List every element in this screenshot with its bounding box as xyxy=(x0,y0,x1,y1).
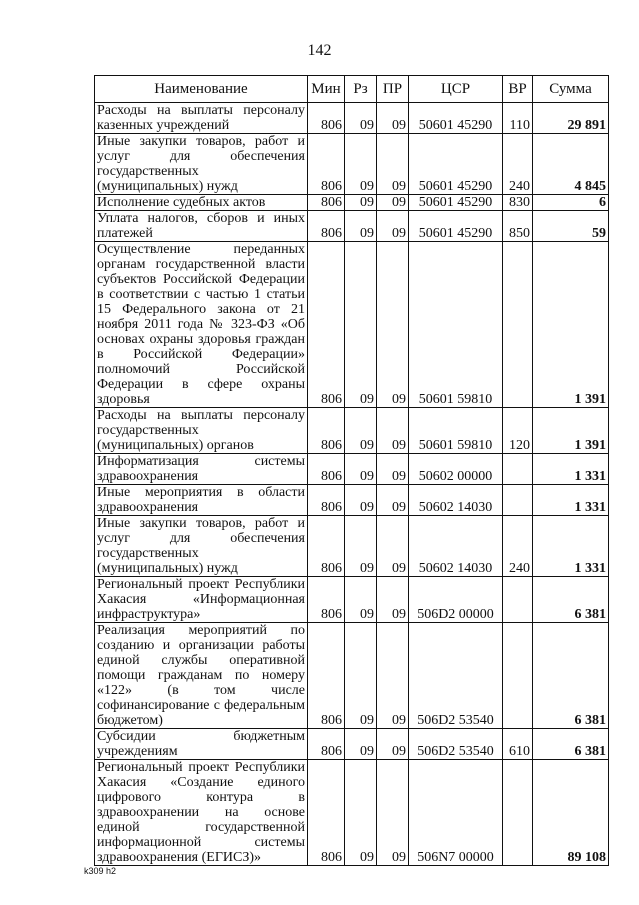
row-csr: 50601 45290 xyxy=(409,134,503,195)
row-pr: 09 xyxy=(377,516,409,577)
row-vr xyxy=(503,760,533,866)
row-name: Осуществление переданных органам государственной власти субъектов Российской Федерации в соответствии с частью 1 статьи 15 Федерального закона от 21 ноября 2011 года № 323-ФЗ «Об основах охраны здоровья граждан в Российской Федерации» полномочий Российской Федерации в сфере охраны здоровья xyxy=(95,242,308,408)
row-csr: 50602 14030 xyxy=(409,485,503,516)
row-min: 806 xyxy=(308,729,345,760)
row-rz: 09 xyxy=(345,760,377,866)
row-min: 806 xyxy=(308,485,345,516)
row-vr xyxy=(503,577,533,623)
row-name: Расходы на выплаты персоналу казенных учреждений xyxy=(95,103,308,134)
row-csr: 50601 45290 xyxy=(409,103,503,134)
row-vr: 830 xyxy=(503,195,533,211)
row-vr: 610 xyxy=(503,729,533,760)
row-csr: 50601 45290 xyxy=(409,211,503,242)
page-number: 142 xyxy=(307,42,332,59)
table-row xyxy=(95,195,609,211)
row-sum: 1 331 xyxy=(533,454,609,485)
row-sum: 1 391 xyxy=(533,408,609,454)
header-sum: Сумма xyxy=(533,76,609,103)
table-row xyxy=(95,211,609,242)
table-body xyxy=(95,103,609,866)
row-min: 806 xyxy=(308,454,345,485)
row-sum: 6 xyxy=(533,195,609,211)
row-vr: 110 xyxy=(503,103,533,134)
row-rz: 09 xyxy=(345,729,377,760)
table-row xyxy=(95,729,609,760)
footer-code: k309 h2 xyxy=(84,866,117,876)
row-pr: 09 xyxy=(377,408,409,454)
row-rz: 09 xyxy=(345,195,377,211)
row-pr: 09 xyxy=(377,760,409,866)
row-csr: 50602 00000 xyxy=(409,454,503,485)
header-name: Наименование xyxy=(95,76,308,103)
row-rz: 09 xyxy=(345,211,377,242)
table-row xyxy=(95,577,609,623)
table-row xyxy=(95,134,609,195)
row-sum: 1 331 xyxy=(533,516,609,577)
row-rz: 09 xyxy=(345,454,377,485)
row-sum: 1 331 xyxy=(533,485,609,516)
row-pr: 09 xyxy=(377,454,409,485)
row-rz: 09 xyxy=(345,485,377,516)
row-csr: 506N7 00000 xyxy=(409,760,503,866)
table-row xyxy=(95,623,609,729)
row-name: Иные закупки товаров, работ и услуг для обеспечения государственных (муниципальных) нужд xyxy=(95,516,308,577)
row-min: 806 xyxy=(308,516,345,577)
row-name: Региональный проект Республики Хакасия «Информационная инфраструктура» xyxy=(95,577,308,623)
row-rz: 09 xyxy=(345,134,377,195)
row-pr: 09 xyxy=(377,134,409,195)
row-rz: 09 xyxy=(345,408,377,454)
row-name: Информатизация системы здравоохранения xyxy=(95,454,308,485)
row-pr: 09 xyxy=(377,623,409,729)
row-csr: 506D2 53540 xyxy=(409,623,503,729)
header-vr: ВР xyxy=(503,76,533,103)
row-min: 806 xyxy=(308,134,345,195)
row-pr: 09 xyxy=(377,103,409,134)
table-row xyxy=(95,408,609,454)
row-vr xyxy=(503,485,533,516)
row-vr xyxy=(503,623,533,729)
row-min: 806 xyxy=(308,195,345,211)
row-pr: 09 xyxy=(377,485,409,516)
row-pr: 09 xyxy=(377,729,409,760)
row-vr xyxy=(503,454,533,485)
row-name: Иные мероприятия в области здравоохранения xyxy=(95,485,308,516)
header-pr: ПР xyxy=(377,76,409,103)
row-sum: 6 381 xyxy=(533,623,609,729)
row-name: Субсидии бюджетным учреждениям xyxy=(95,729,308,760)
row-vr: 850 xyxy=(503,211,533,242)
row-name: Иные закупки товаров, работ и услуг для обеспечения государственных (муниципальных) нужд xyxy=(95,134,308,195)
table-row xyxy=(95,454,609,485)
row-sum: 59 xyxy=(533,211,609,242)
row-name: Исполнение судебных актов xyxy=(95,195,308,211)
table-row xyxy=(95,103,609,134)
row-name: Уплата налогов, сборов и иных платежей xyxy=(95,211,308,242)
table-row xyxy=(95,485,609,516)
row-sum: 4 845 xyxy=(533,134,609,195)
row-min: 806 xyxy=(308,408,345,454)
header-min: Мин xyxy=(308,76,345,103)
row-csr: 50601 45290 xyxy=(409,195,503,211)
budget-table xyxy=(94,75,609,866)
row-min: 806 xyxy=(308,103,345,134)
row-min: 806 xyxy=(308,242,345,408)
row-name: Реализация мероприятий по созданию и организации работы единой службы оперативной помощи гражданам по номеру «122» (в том числе софинансирование с федеральным бюджетом) xyxy=(95,623,308,729)
row-min: 806 xyxy=(308,760,345,866)
row-csr: 50602 14030 xyxy=(409,516,503,577)
row-sum: 89 108 xyxy=(533,760,609,866)
row-sum: 6 381 xyxy=(533,577,609,623)
row-name: Расходы на выплаты персоналу государственных (муниципальных) органов xyxy=(95,408,308,454)
row-sum: 1 391 xyxy=(533,242,609,408)
row-rz: 09 xyxy=(345,623,377,729)
row-rz: 09 xyxy=(345,577,377,623)
row-pr: 09 xyxy=(377,577,409,623)
row-csr: 50601 59810 xyxy=(409,408,503,454)
row-rz: 09 xyxy=(345,516,377,577)
row-pr: 09 xyxy=(377,195,409,211)
row-sum: 6 381 xyxy=(533,729,609,760)
row-csr: 506D2 00000 xyxy=(409,577,503,623)
row-csr: 506D2 53540 xyxy=(409,729,503,760)
row-csr: 50601 59810 xyxy=(409,242,503,408)
row-rz: 09 xyxy=(345,103,377,134)
row-sum: 29 891 xyxy=(533,103,609,134)
row-min: 806 xyxy=(308,211,345,242)
row-name: Региональный проект Республики Хакасия «Создание единого цифрового контура в здравоохранении на основе единой государственной информационной системы здравоохранения (ЕГИСЗ)» xyxy=(95,760,308,866)
table-row xyxy=(95,242,609,408)
table-row xyxy=(95,516,609,577)
header-csr: ЦСР xyxy=(409,76,503,103)
row-pr: 09 xyxy=(377,211,409,242)
row-pr: 09 xyxy=(377,242,409,408)
row-vr xyxy=(503,242,533,408)
table-row xyxy=(95,760,609,866)
table-header-row xyxy=(95,76,609,103)
row-vr: 240 xyxy=(503,516,533,577)
row-min: 806 xyxy=(308,577,345,623)
row-vr: 240 xyxy=(503,134,533,195)
row-vr: 120 xyxy=(503,408,533,454)
header-rz: Рз xyxy=(345,76,377,103)
row-rz: 09 xyxy=(345,242,377,408)
row-min: 806 xyxy=(308,623,345,729)
